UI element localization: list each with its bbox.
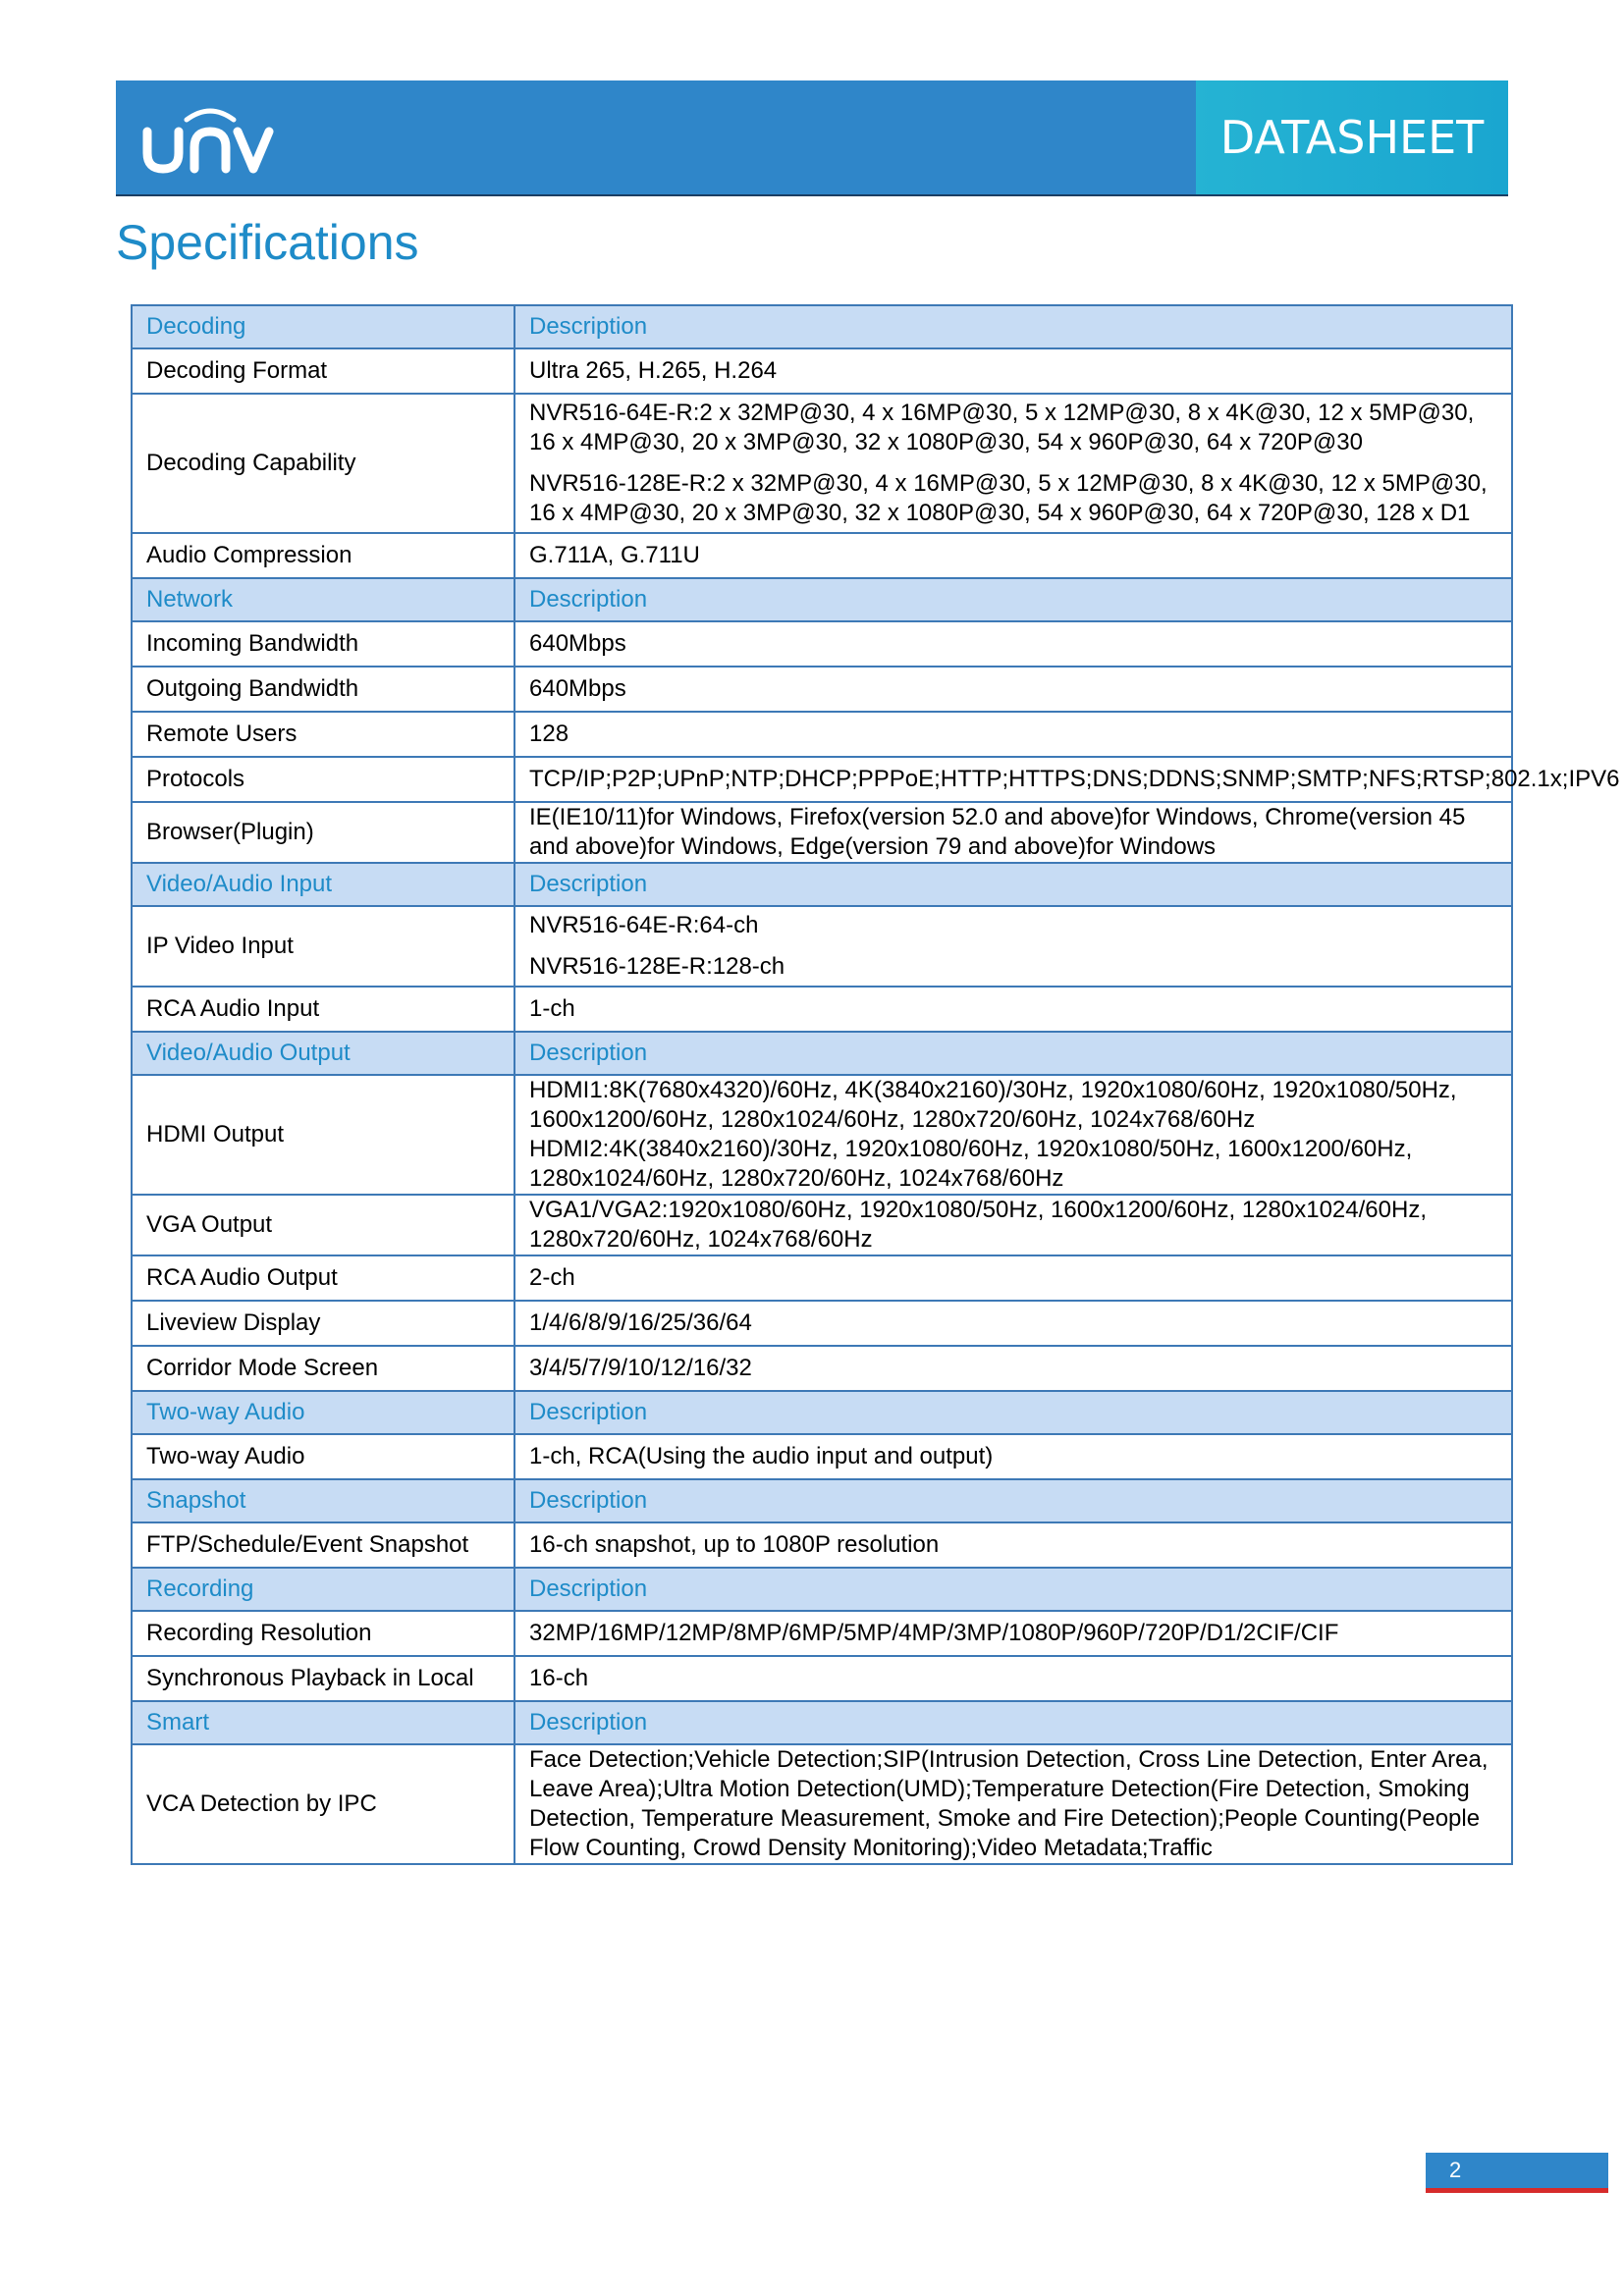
spec-label: Outgoing Bandwidth [132, 667, 514, 712]
section-header-row [132, 1701, 1512, 1744]
spec-row [132, 1434, 1512, 1479]
spec-value: 1-ch, RCA(Using the audio input and output) [529, 1443, 994, 1469]
spec-label: VCA Detection by IPC [132, 1744, 514, 1864]
spec-value-cell [514, 757, 1620, 802]
spec-row [132, 1611, 1512, 1656]
spec-row [132, 802, 1512, 863]
spec-value-cell [514, 533, 1512, 578]
spec-value: 2-ch [529, 1264, 575, 1291]
spec-row [132, 906, 1512, 987]
spec-value-cell [514, 1195, 1512, 1255]
spec-value-cell [514, 1075, 1512, 1195]
spec-row [132, 667, 1512, 712]
spec-value: NVR516-128E-R:128-ch [529, 953, 785, 980]
section-header-row [132, 305, 1512, 348]
spec-value: Face Detection;Vehicle Detection;SIP(Intrusion Detection, Cross Line Detection, Enter Area, Leave Area);Ultra Motion Detection(UMD);Temperature Detection(Fire Detection, Smoking Detection, Temperature Measurement, Smoke and Fire Detection);People Counting(People Flow Counting, Crowd Density Monitoring);Video Metadata;Traffic [529, 1746, 1489, 1861]
spec-value-cell [514, 348, 1512, 394]
spec-value: 1-ch [529, 995, 575, 1022]
spec-value: VGA1/VGA2:1920x1080/60Hz, 1920x1080/50Hz, 1600x1200/60Hz, 1280x1024/60Hz, 1280x720/60Hz, 1024x768/60Hz [529, 1197, 1427, 1253]
spec-row [132, 1346, 1512, 1391]
spec-value: G.711A, G.711U [529, 542, 700, 568]
spec-row [132, 1255, 1512, 1301]
spec-label: Two-way Audio [132, 1434, 514, 1479]
page-header [116, 80, 1508, 196]
spec-label: HDMI Output [132, 1075, 514, 1195]
spec-row [132, 1522, 1512, 1568]
spec-value-cell [514, 987, 1512, 1032]
section-title: Smart [132, 1701, 514, 1744]
spec-row [132, 1195, 1512, 1255]
spec-value-cell [514, 1434, 1512, 1479]
spec-value-cell [514, 906, 1512, 987]
spec-row [132, 533, 1512, 578]
section-header-row [132, 1479, 1512, 1522]
section-title: Network [132, 578, 514, 621]
section-title: Video/Audio Output [132, 1032, 514, 1075]
page-number-bar [1426, 2153, 1608, 2193]
page-title: Specifications [116, 215, 419, 270]
section-header-row [132, 1032, 1512, 1075]
section-title: Decoding [132, 305, 514, 348]
datasheet-badge: DATASHEET [1196, 80, 1508, 194]
spec-value: 16-ch [529, 1665, 589, 1691]
section-header-row [132, 1568, 1512, 1611]
spec-value-cell [514, 1611, 1512, 1656]
spec-value-cell [514, 1346, 1512, 1391]
unv-logo [139, 98, 277, 177]
spec-value-cell [514, 1255, 1512, 1301]
spec-value-cell [514, 802, 1512, 863]
spec-row [132, 712, 1512, 757]
spec-label: FTP/Schedule/Event Snapshot [132, 1522, 514, 1568]
spec-value: NVR516-64E-R:64-ch [529, 912, 759, 938]
spec-value: Ultra 265, H.265, H.264 [529, 357, 778, 384]
spec-value: TCP/IP;P2P;UPnP;NTP;DHCP;PPPoE;HTTP;HTTPS;DNS;DDNS;SNMP;SMTP;NFS;RTSP;802.1x;IPV6 [529, 766, 1620, 792]
specifications-table [131, 304, 1620, 1865]
section-description-label: Description [514, 1568, 1512, 1611]
spec-value: 3/4/5/7/9/10/12/16/32 [529, 1355, 752, 1381]
spec-value: HDMI1:8K(7680x4320)/60Hz, 4K(3840x2160)/30Hz, 1920x1080/60Hz, 1920x1080/50Hz, 1600x1200/60Hz, 1280x1024/60Hz, 1280x720/60Hz, 1024x768/60Hz HDMI2:4K(3840x2160)/30Hz, 1920x1080/60Hz, 1920x1080/50Hz, 1600x1200/60Hz, 1280x1024/60Hz, 1280x720/60Hz, 1024x768/60Hz [529, 1077, 1457, 1192]
section-title: Two-way Audio [132, 1391, 514, 1434]
spec-value: NVR516-64E-R:2 x 32MP@30, 4 x 16MP@30, 5 x 12MP@30, 8 x 4K@30, 12 x 5MP@30, 16 x 4MP@30, 20 x 3MP@30, 32 x 1080P@30, 54 x 960P@30, 64 x 720P@30 [529, 400, 1475, 455]
spec-value: IE(IE10/11)for Windows, Firefox(version 52.0 and above)for Windows, Chrome(version 45 and above)for Windows, Edge(version 79 and above)for Windows [529, 804, 1466, 860]
spec-value-cell [514, 1744, 1512, 1864]
section-description-label: Description [514, 1479, 1512, 1522]
spec-value: 640Mbps [529, 630, 626, 657]
spec-label: RCA Audio Output [132, 1255, 514, 1301]
spec-value-cell [514, 667, 1512, 712]
spec-label: Corridor Mode Screen [132, 1346, 514, 1391]
spec-label: Remote Users [132, 712, 514, 757]
section-header-row [132, 1391, 1512, 1434]
spec-row [132, 394, 1512, 533]
section-title: Snapshot [132, 1479, 514, 1522]
spec-value: 32MP/16MP/12MP/8MP/6MP/5MP/4MP/3MP/1080P/960P/720P/D1/2CIF/CIF [529, 1620, 1339, 1646]
section-description-label: Description [514, 863, 1512, 906]
spec-value-cell [514, 1522, 1512, 1568]
section-description-label: Description [514, 305, 1512, 348]
spec-value-cell [514, 1301, 1512, 1346]
section-description-label: Description [514, 578, 1512, 621]
spec-row [132, 1656, 1512, 1701]
spec-row [132, 1075, 1512, 1195]
spec-value: 128 [529, 721, 569, 747]
spec-value: NVR516-128E-R:2 x 32MP@30, 4 x 16MP@30, 5 x 12MP@30, 8 x 4K@30, 12 x 5MP@30, 16 x 4MP@30, 20 x 3MP@30, 32 x 1080P@30, 54 x 960P@30, 64 x 720P@30, 128 x D1 [529, 470, 1488, 526]
section-description-label: Description [514, 1701, 1512, 1744]
spec-value-cell [514, 394, 1512, 533]
section-header-row [132, 863, 1512, 906]
section-header-row [132, 578, 1512, 621]
spec-row [132, 621, 1512, 667]
spec-label: Liveview Display [132, 1301, 514, 1346]
section-title: Recording [132, 1568, 514, 1611]
spec-value: 16-ch snapshot, up to 1080P resolution [529, 1531, 940, 1558]
spec-label: Incoming Bandwidth [132, 621, 514, 667]
spec-row [132, 757, 1512, 802]
spec-value: 640Mbps [529, 675, 626, 702]
spec-label: Audio Compression [132, 533, 514, 578]
spec-value-cell [514, 621, 1512, 667]
spec-label: RCA Audio Input [132, 987, 514, 1032]
spec-value: 1/4/6/8/9/16/25/36/64 [529, 1309, 752, 1336]
spec-value-cell [514, 1656, 1512, 1701]
section-title: Video/Audio Input [132, 863, 514, 906]
spec-label: Decoding Format [132, 348, 514, 394]
spec-label: Browser(Plugin) [132, 802, 514, 863]
spec-label: Decoding Capability [132, 394, 514, 533]
section-description-label: Description [514, 1391, 1512, 1434]
spec-row [132, 987, 1512, 1032]
spec-label: VGA Output [132, 1195, 514, 1255]
spec-label: Protocols [132, 757, 514, 802]
spec-row [132, 1301, 1512, 1346]
spec-value-cell [514, 712, 1512, 757]
spec-label: Recording Resolution [132, 1611, 514, 1656]
spec-row [132, 348, 1512, 394]
spec-row [132, 1744, 1512, 1864]
spec-label: IP Video Input [132, 906, 514, 987]
page-number: 2 [1449, 2158, 1462, 2182]
spec-label: Synchronous Playback in Local [132, 1656, 514, 1701]
section-description-label: Description [514, 1032, 1512, 1075]
